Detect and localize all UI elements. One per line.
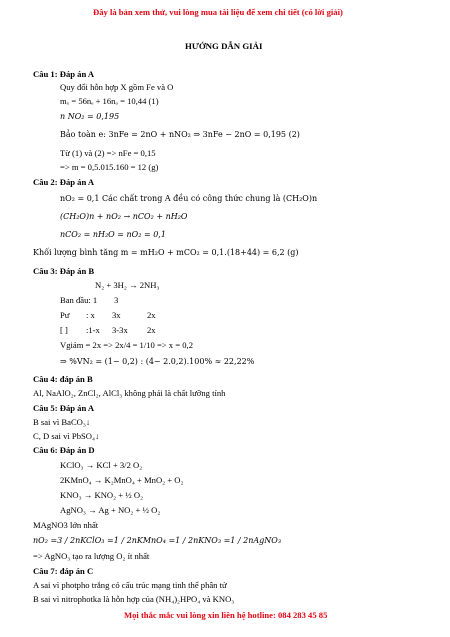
q6-line-6: nO₂ =3 / 2nKClO₃ =1 / 2nKMnO₄ =1 / 2nKNO₃ =1 / 2nAgNO₃ xyxy=(33,536,282,545)
q3-reaction: N₂ + 3H₂ → 2NH₃ xyxy=(95,280,160,290)
q2-line-3: nCO₂ = nH₂O = nO₂ = 0,1 xyxy=(60,230,166,239)
q3-react-nh3: 2x xyxy=(147,310,156,320)
q3-initial-label: Ban đầu: 1 xyxy=(60,295,98,305)
q3-eq-label: [ ] xyxy=(60,325,68,335)
q2-line-1: nO₂ = 0,1 Các chất trong A đều có công thức chung là (CH₂O)n xyxy=(60,194,318,203)
q1-line-1: Quy đổi hỗn hợp X gồm Fe và O xyxy=(60,82,174,92)
q4-line-1: Al, NaAlO₂, ZnCl₂, AlCl₃ không phải là chất lưỡng tính xyxy=(33,388,226,398)
top-banner: Đây là bản xem thử, vui lòng mua tài liệu để xem chi tiết (có lời giải) xyxy=(93,7,343,17)
page-title: HƯỚNG DẪN GIẢI xyxy=(185,41,263,51)
q1-line-5: Từ (1) và (2) => nFe = 0,15 xyxy=(60,148,156,158)
q6-line-2: 2KMnO₄ → K₂MnO₄ + MnO₂ + O₂ xyxy=(60,475,184,485)
q5-line-1: B sai vì BaCO₃↓ xyxy=(33,417,91,427)
q3-eq-h2: 3-3x xyxy=(112,325,128,335)
q3-react-n2: : x xyxy=(86,310,95,320)
q6-line-3: KNO₃ → KNO₂ + ½ O₂ xyxy=(60,490,144,500)
q7-heading: Câu 7: đáp án C xyxy=(33,566,94,576)
q3-line-5: Vgiảm = 2x => 2x/4 = 1/10 => x = 0,2 xyxy=(60,340,193,350)
q3-initial-h2: 3 xyxy=(114,295,119,305)
q3-react-label: Pư xyxy=(60,310,70,320)
q2-heading: Câu 2: Đáp án A xyxy=(33,177,95,187)
q1-line-4: Bảo toàn e: 3nFe = 2nO + nNO₂ ⇒ 3nFe − 2nO = 0,195 (2) xyxy=(60,130,300,139)
q7-line-1: A sai vì photpho trắng có cấu trúc mạng tinh thể phân tử xyxy=(33,580,227,590)
q3-react-h2: 3x xyxy=(112,310,121,320)
q1-line-6: => m = 0,5.015.160 = 12 (g) xyxy=(60,162,159,172)
q1-line-3: n NO₂ = 0,195 xyxy=(60,112,120,121)
q1-line-2: mₓ = 56nₑ + 16nₒ = 10,44 (1) xyxy=(60,96,159,106)
q6-line-1: KClO₃ → KCl + 3/2 O₂ xyxy=(60,460,143,470)
q5-heading: Câu 5: Đáp án A xyxy=(33,403,95,413)
q6-line-7: => AgNO₃ tạo ra lượng O₂ ít nhất xyxy=(33,551,150,561)
q6-line-5: MAgNO3 lớn nhất xyxy=(33,520,99,530)
q1-heading: Câu 1: Đáp án A xyxy=(33,69,95,79)
q2-line-2: (CH₂O)n + nO₂ → nCO₂ + nH₂O xyxy=(60,212,188,221)
q2-line-4: Khối lượng bình tăng m = mH₂O + mCO₂ = 0,1.(18+44) = 6,2 (g) xyxy=(33,248,299,257)
q5-line-2: C, D sai vì PbSO₄↓ xyxy=(33,431,100,441)
bottom-banner: Mọi thắc mắc vui lòng xin liên hệ hotline: 084 283 45 85 xyxy=(124,610,328,620)
q3-heading: Câu 3: Đáp án B xyxy=(33,266,95,276)
q3-line-6: ⇒ %VN₂ = (1− 0,2) : (4− 2.0,2).100% ≈ 22,22% xyxy=(60,357,255,366)
q7-line-2: B sai vì nitrophotka là hỗn hợp của (NH₄)₂HPO₄ và KNO₃ xyxy=(33,594,235,604)
q4-heading: Câu 4: đáp án B xyxy=(33,374,93,384)
q6-heading: Câu 6: Đáp án D xyxy=(33,445,95,455)
q6-line-4: AgNO₃ → Ag + NO₂ + ½ O₂ xyxy=(60,505,161,515)
q3-eq-nh3: 2x xyxy=(147,325,156,335)
q3-eq-n2: :1-x xyxy=(86,325,100,335)
